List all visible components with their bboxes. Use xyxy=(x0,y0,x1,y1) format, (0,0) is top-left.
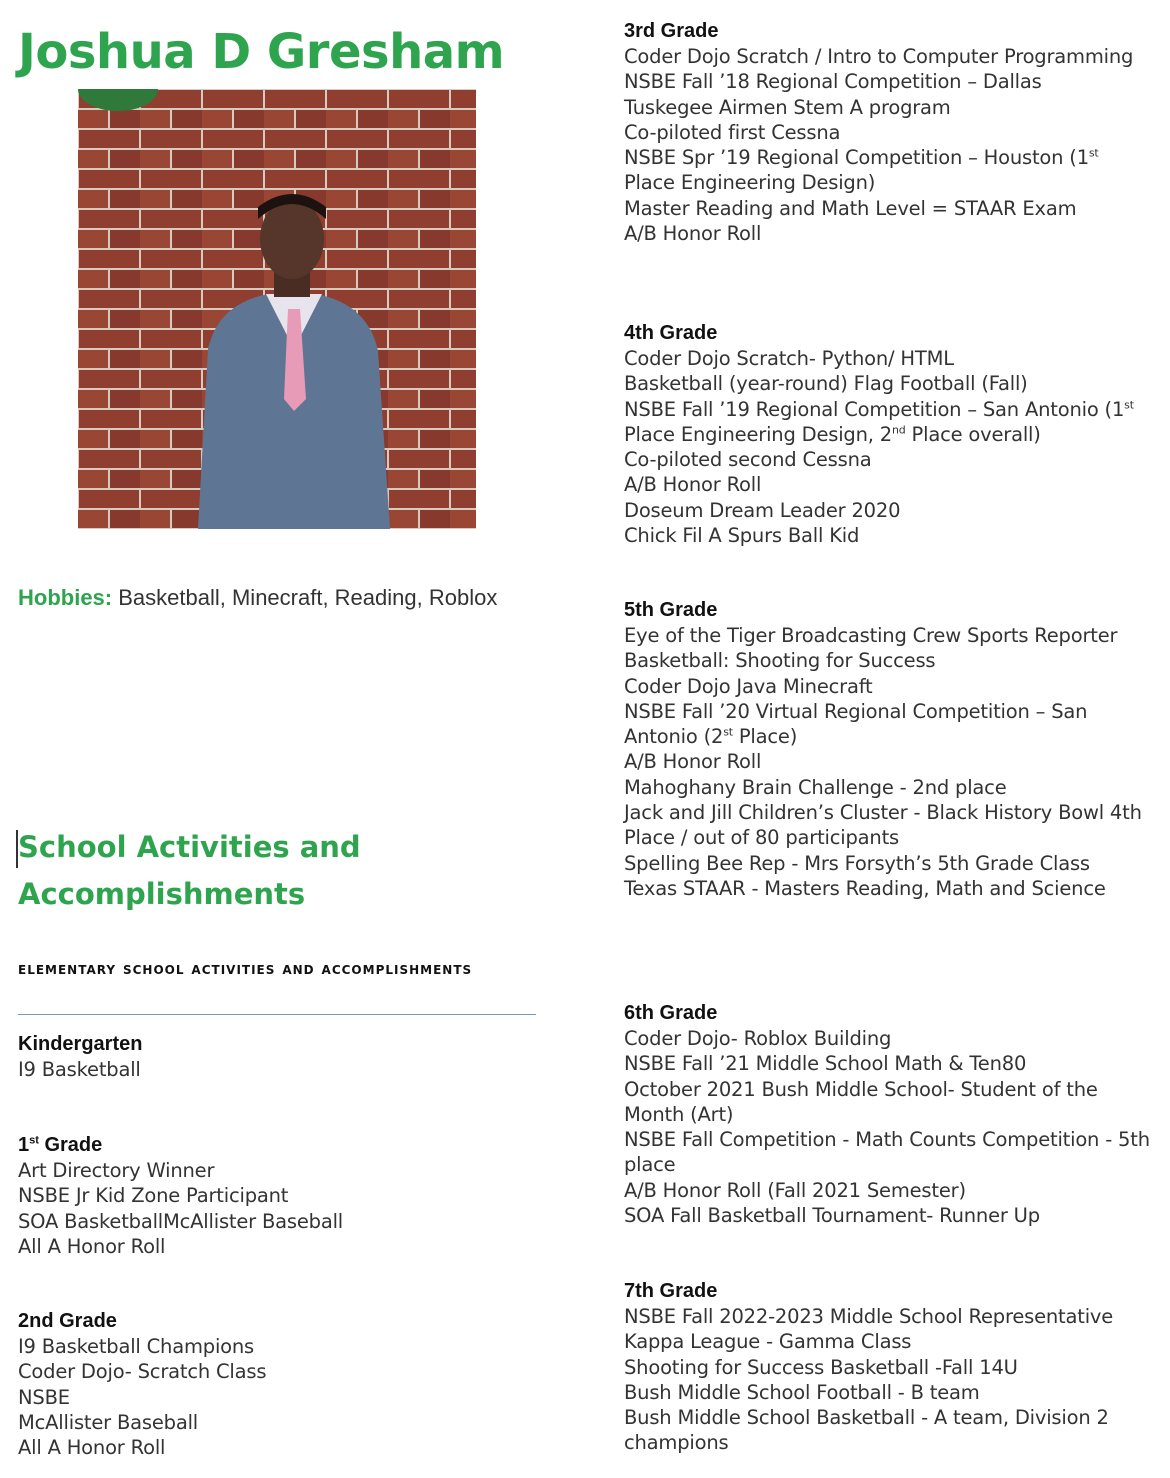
grade-2 xyxy=(18,1309,266,1460)
grade-3 xyxy=(624,19,1154,246)
list-item: Texas STAAR - Masters Reading, Math and Science xyxy=(624,876,1106,900)
grade-kindergarten xyxy=(18,1032,142,1082)
section-title: School Activities and Accomplishments xyxy=(18,830,361,911)
hobbies-text: Basketball, Minecraft, Reading, Roblox xyxy=(118,585,498,610)
list-item: NSBE Jr Kid Zone Participant xyxy=(18,1184,289,1208)
elementary-heading: elementary school activities and accomplishments xyxy=(18,959,473,979)
list-item: Kappa League - Gamma Class xyxy=(624,1330,912,1354)
grade-title: 6th Grade xyxy=(624,1002,718,1024)
list-item: A/B Honor Roll xyxy=(624,222,762,246)
list-item: October 2021 Bush Middle School- Student of the Month (Art) xyxy=(624,1077,1098,1126)
list-item: NSBE Fall ’19 Regional Competition – San Antonio (1st Place Engineering Design, 2nd Place overall) xyxy=(624,397,1134,446)
list-item: SOA Fall Basketball Tournament- Runner Up xyxy=(624,1204,1040,1228)
grade-title: 4th Grade xyxy=(624,322,718,344)
list-item: Master Reading and Math Level = STAAR Exam xyxy=(624,196,1077,220)
list-item: Spelling Bee Rep - Mrs Forsyth’s 5th Grade Class xyxy=(624,851,1090,875)
grade-1 xyxy=(18,1133,343,1259)
list-item: Mahoghany Brain Challenge - 2nd place xyxy=(624,775,1007,799)
list-item: Jack and Jill Children’s Cluster - Black History Bowl 4th Place / out of 80 participants xyxy=(624,801,1142,850)
list-item: Co-piloted second Cessna xyxy=(624,448,872,472)
list-item: Shooting for Success Basketball -Fall 14U xyxy=(624,1355,1018,1379)
list-item: Chick Fil A Spurs Ball Kid xyxy=(624,524,860,548)
grade-title: Kindergarten xyxy=(18,1033,143,1055)
list-item: NSBE Fall ’18 Regional Competition – Dallas xyxy=(624,70,1042,94)
text-cursor xyxy=(16,830,18,868)
list-item: NSBE Fall 2022-2023 Middle School Representative xyxy=(624,1305,1114,1328)
hobbies-label: Hobbies: xyxy=(18,585,113,610)
list-item: Co-piloted first Cessna xyxy=(624,120,841,144)
grade-title: 1st Grade xyxy=(18,1134,103,1156)
list-item: NSBE Fall ’21 Middle School Math & Ten80 xyxy=(624,1052,1027,1076)
list-item: Tuskegee Airmen Stem A program xyxy=(624,95,951,119)
list-item: McAllister Baseball xyxy=(18,1410,199,1434)
list-item: Bush Middle School Basketball - A team, Division 2 champions xyxy=(624,1406,1109,1455)
list-item: NSBE Fall ’20 Virtual Regional Competition – San Antonio (2st Place) xyxy=(624,699,1088,749)
list-item: NSBE Fall Competition - Math Counts Competition - 5th place xyxy=(624,1128,1150,1177)
list-item: I9 Basketball xyxy=(18,1058,141,1081)
list-item: I9 Basketball Champions xyxy=(18,1335,255,1358)
grade-7 xyxy=(624,1279,1154,1456)
list-item: Basketball: Shooting for Success xyxy=(624,649,936,673)
list-item: Coder Dojo- Scratch Class xyxy=(18,1360,267,1384)
grade-6 xyxy=(624,1001,1154,1228)
list-item: All A Honor Roll xyxy=(18,1436,166,1460)
list-item: Coder Dojo Java Minecraft xyxy=(624,674,873,698)
list-item: Coder Dojo- Roblox Building xyxy=(624,1027,892,1050)
grade-title: 7th Grade xyxy=(624,1280,718,1302)
student-name: Joshua D Gresham xyxy=(18,24,505,80)
list-item: Coder Dojo Scratch- Python/ HTML xyxy=(624,347,954,370)
list-item: NSBE xyxy=(18,1385,70,1409)
list-item: Art Directory Winner xyxy=(18,1159,215,1182)
hobbies xyxy=(18,574,518,621)
grade-title: 3rd Grade xyxy=(624,20,719,42)
list-item: Doseum Dream Leader 2020 xyxy=(624,498,901,522)
list-item: A/B Honor Roll xyxy=(624,750,762,774)
list-item: Coder Dojo Scratch / Intro to Computer Programming xyxy=(624,45,1134,68)
list-item: A/B Honor Roll (Fall 2021 Semester) xyxy=(624,1178,966,1202)
heading-divider xyxy=(18,1014,536,1015)
list-item: NSBE Spr ’19 Regional Competition – Houston (1st Place Engineering Design) xyxy=(624,146,1099,195)
student-portrait-photo xyxy=(78,89,476,529)
list-item: A/B Honor Roll xyxy=(624,473,762,497)
list-item: Bush Middle School Football - B team xyxy=(624,1380,980,1404)
list-item: All A Honor Roll xyxy=(18,1234,166,1258)
list-item: Basketball (year-round) Flag Football (Fall) xyxy=(624,372,1028,396)
list-item: SOA BasketballMcAllister Baseball xyxy=(18,1209,344,1233)
grade-title: 5th Grade xyxy=(624,599,718,621)
grade-4 xyxy=(624,321,1154,548)
grade-5 xyxy=(624,598,1154,901)
grade-title: 2nd Grade xyxy=(18,1310,117,1332)
list-item: Eye of the Tiger Broadcasting Crew Sports Reporter xyxy=(624,624,1118,647)
